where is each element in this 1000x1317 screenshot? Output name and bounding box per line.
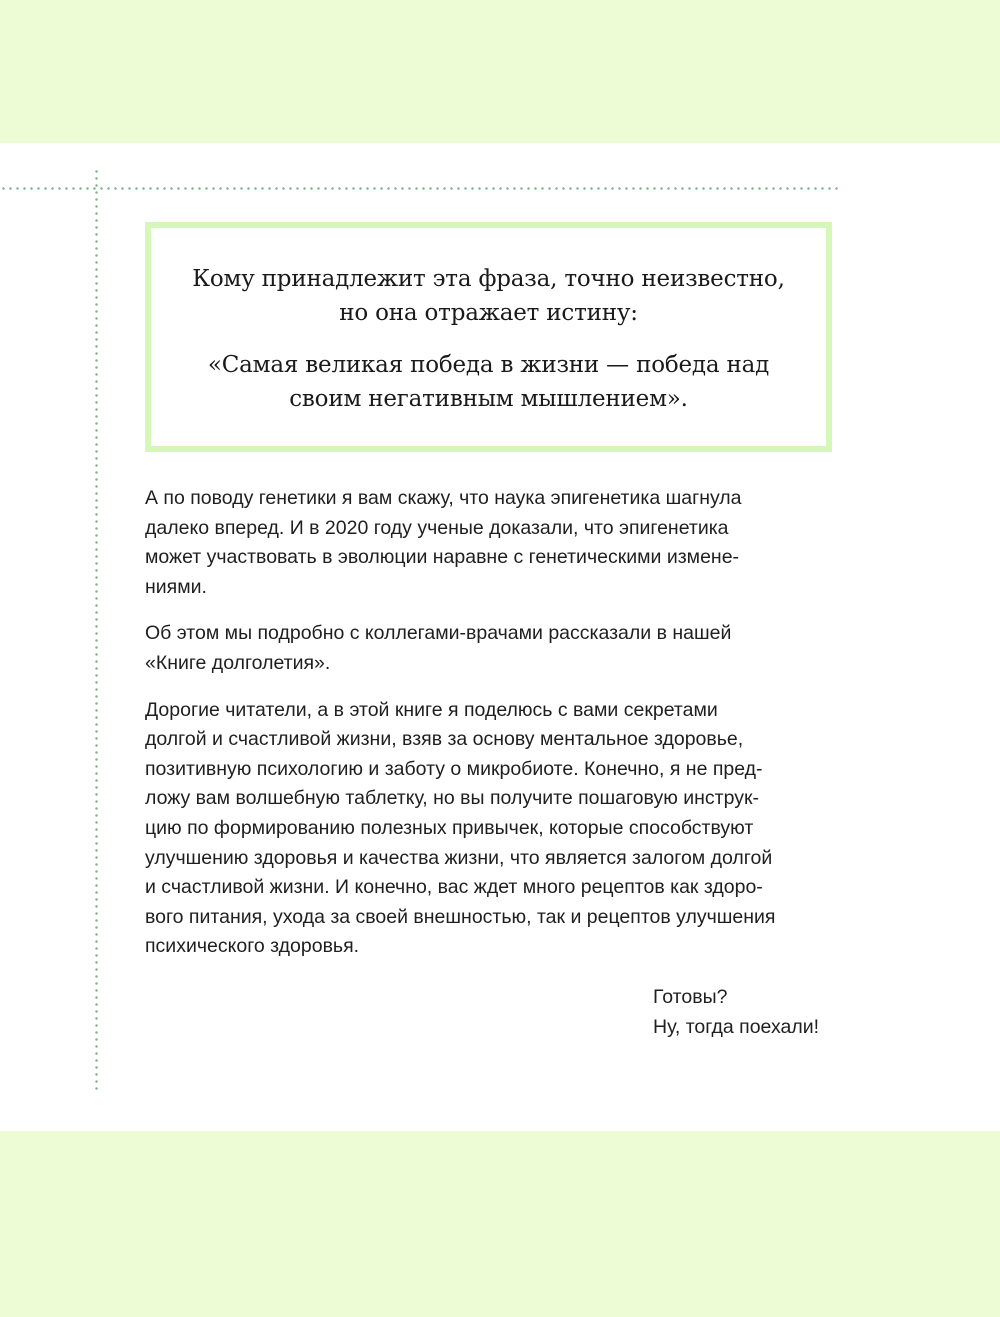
paragraph-readers: Дорогие читатели, а в этой книге я поделюсь с вами секретами долгой и счастливой жизни, взяв за основу ментальное здоровье, позитивную психологию и заботу о микробиоте. Конечно, я не пред- ложу вам волшебную таблетку, но вы получите пошаговую инструк- цию по формированию полезных привычек, которые способствуют улучшению здоровья и качества жизни, что является залогом долгой и счастливой жизни. И конечно, вас ждет много рецептов как здоро- вого питания, ухода за своей внешностью, так и рецептов улучшения психического здоровья. [145,698,776,958]
bottom-color-band [0,1131,1000,1317]
top-color-band [0,0,1000,143]
closing-line-1: Готовы? [653,986,728,1008]
quote-text-line-1: «Самая великая победа в жизни — победа над [207,352,770,378]
quote-text-line-2: своим негативным мышлением». [289,386,688,412]
paragraph-longevity-book: Об этом мы подробно с коллегами-врачами рассказали в нашей «Книге долголетия». [145,622,732,674]
dotted-guide-vertical [95,168,98,1090]
dotted-guide-horizontal [0,187,838,190]
quote-intro [151,262,826,330]
quote-frame [145,222,832,452]
quote-intro-line-2: но она отражает истину: [339,300,638,326]
paragraph-genetics: А по поводу генетики я вам скажу, что наука эпигенетика шагнула далеко вперед. И в 2020 году ученые доказали, что эпигенетика может участвовать в эволюции наравне с генетическими измене- ниями. [145,487,742,598]
closing-lines [653,982,819,1042]
quote-intro-line-1: Кому принадлежит эта фраза, точно неизвестно, [192,266,785,292]
quote-text [151,348,826,416]
closing-line-2: Ну, тогда поехали! [653,1016,820,1038]
body-text [145,484,845,979]
